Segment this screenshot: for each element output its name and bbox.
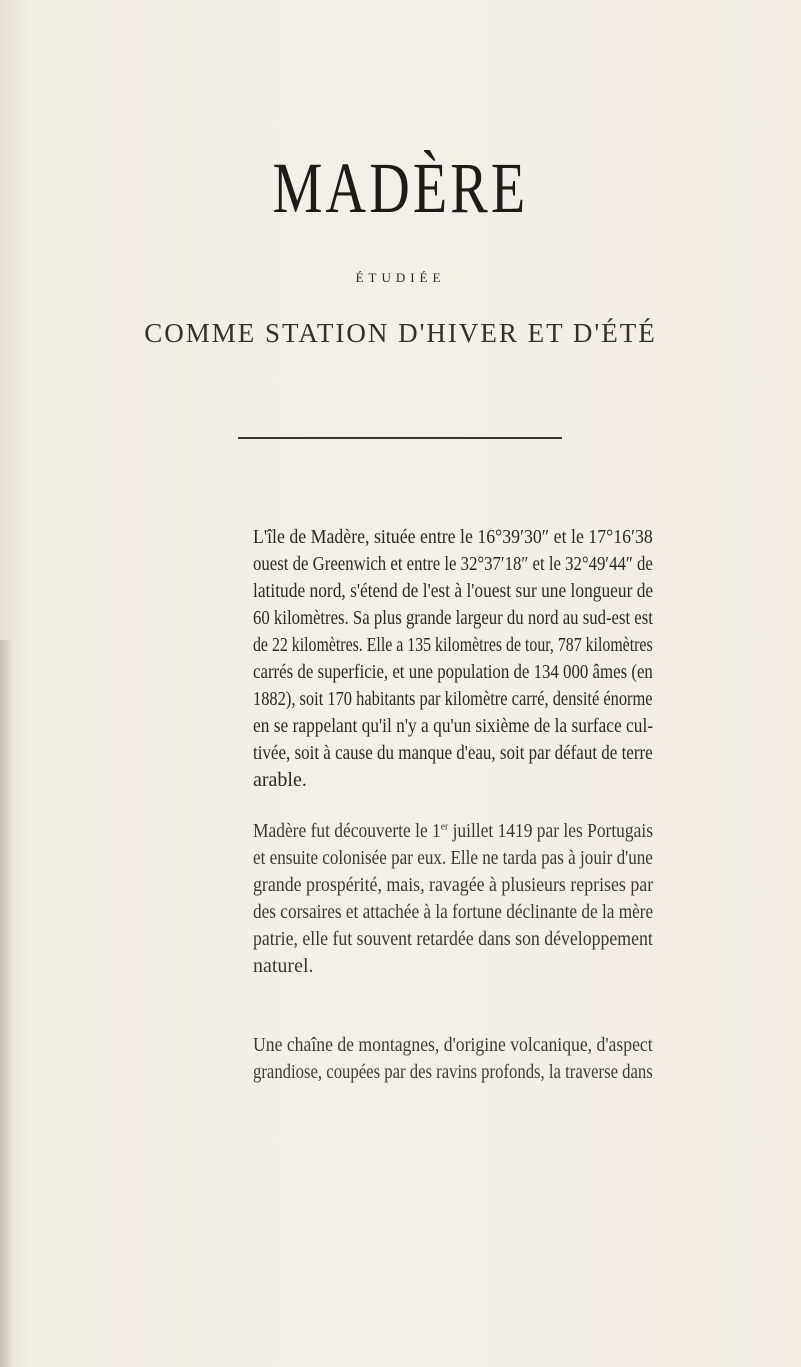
paragraph-2 (253, 818, 653, 980)
text-line: des corsaires et attachée à la fortune déclinante de la mère (253, 901, 654, 923)
text-line: en se rappelant qu'il n'y a qu'un sixième de la surface cul- (253, 715, 654, 737)
text-line: grande prospérité, mais, ravagée à plusieurs reprises par (253, 874, 654, 896)
subtitle: COMME STATION D'HIVER ET D'ÉTÉ (144, 318, 657, 348)
subtitle-small: ÉTUDIÉE (355, 270, 446, 285)
text-line: ouest de Greenwich et entre le 32°37′18″ et le 32°49′44″ de (253, 553, 653, 575)
paragraph-3 (253, 1032, 653, 1086)
text-line: tivée, soit à cause du manque d'eau, soit par défaut de terre (253, 742, 653, 764)
text-line: carrés de superficie, et une population de 134 000 âmes (en (253, 661, 653, 683)
text-line: grandiose, coupées par des ravins profonds, la traverse dans (253, 1061, 653, 1083)
page-title: MADÈRE (272, 148, 529, 228)
text-line: patrie, elle fut souvent retardée dans son développement (253, 928, 653, 950)
text-line (253, 818, 653, 845)
text-line: Une chaîne de montagnes, d'origine volcanique, d'aspect (253, 1034, 653, 1056)
ordinal-superscript: er (440, 820, 449, 833)
text-line: de 22 kilomètres. Elle a 135 kilomètres de tour, 787 kilomètres (253, 634, 653, 656)
text-line: naturel. (253, 955, 314, 977)
text-line: L'île de Madère, située entre le 16°39′30″ et le 17°16′38 (253, 526, 653, 548)
paragraph-1 (253, 524, 653, 794)
text-line: latitude nord, s'étend de l'est à l'ouest sur une longueur de (253, 580, 654, 602)
text-fragment: Madère fut découverte le 1 (253, 820, 441, 842)
divider-rule (238, 437, 562, 439)
text-fragment: juillet 1419 par les Portugais (448, 820, 653, 842)
book-spine-shadow (0, 640, 14, 1367)
text-line: 60 kilomètres. Sa plus grande largeur du nord au sud-est est (253, 607, 653, 629)
text-line: et ensuite colonisée par eux. Elle ne tarda pas à jouir d'une (253, 847, 653, 869)
text-line: 1882), soit 170 habitants par kilomètre carré, densité énorme (253, 688, 653, 710)
text-line: arable. (253, 769, 307, 791)
